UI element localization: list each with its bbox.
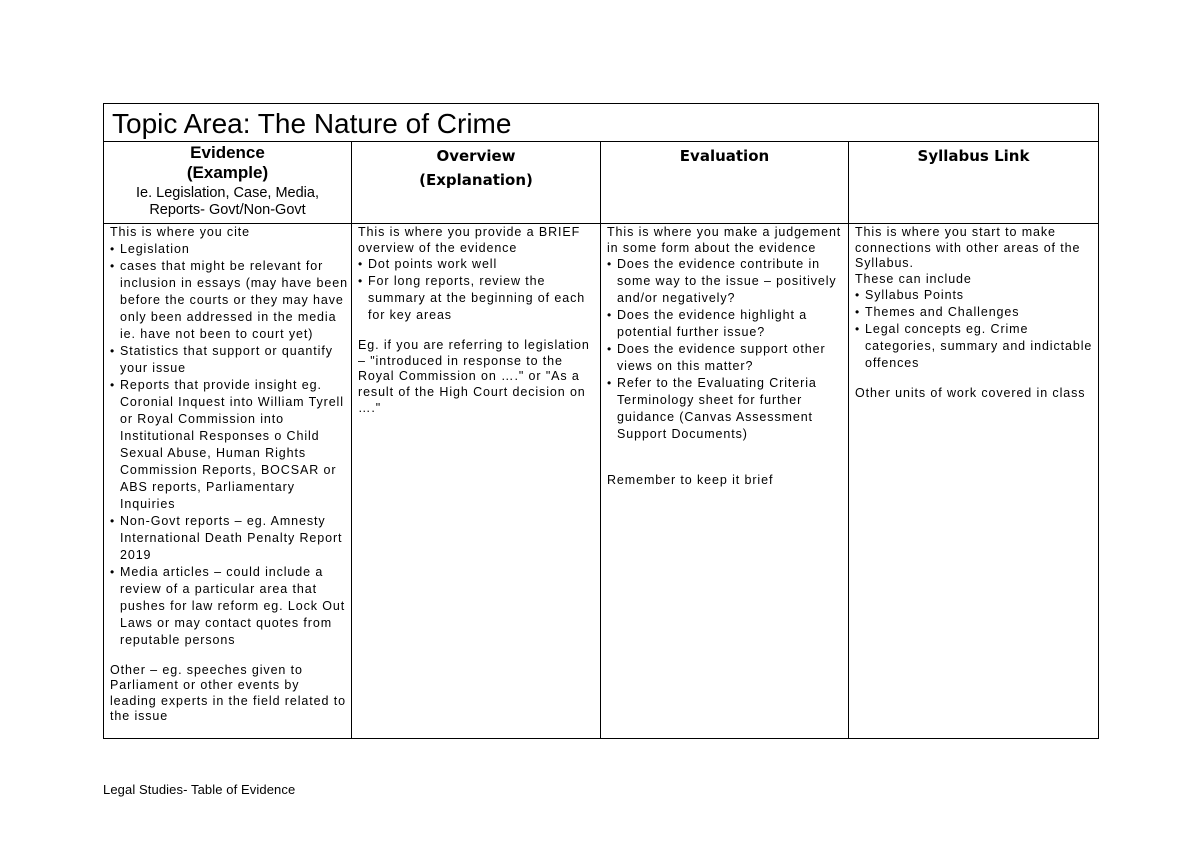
header-evidence-note-1: Ie. Legislation, Case, Media, xyxy=(136,185,319,201)
title-row xyxy=(104,104,1099,142)
header-evidence-label: Evidence xyxy=(190,143,265,162)
spacer xyxy=(110,649,348,663)
list-item: • Reports that provide insight eg. Coronial Inquest into William Tyrell or Royal Commission into Institutional Responses o Child Sexual Abuse, Human Rights Commission Reports, BOCSAR or ABS reports, Parliamentary Inquiries xyxy=(110,377,348,513)
list-item: • For long reports, review the summary at the beginning of each for key areas xyxy=(358,273,597,324)
overview-outro: Eg. if you are referring to legislation – "introduced in response to the Royal Commission on …." or "As a result of the High Court decision on …." xyxy=(358,338,590,415)
header-overview xyxy=(352,142,601,224)
syllabus-list xyxy=(855,287,1095,372)
evaluation-intro: This is where you make a judgement in some form about the evidence xyxy=(607,225,842,255)
page-footer: Legal Studies- Table of Evidence xyxy=(103,782,296,797)
list-item: • Legislation xyxy=(110,241,348,258)
header-overview-label: Overview xyxy=(436,147,516,165)
spacer xyxy=(855,372,1095,386)
list-item: • Refer to the Evaluating Criteria Terminology sheet for further guidance (Canvas Assessment Support Documents) xyxy=(607,375,845,443)
evidence-cell xyxy=(104,224,352,739)
evaluation-list xyxy=(607,256,845,443)
evaluation-cell xyxy=(601,224,849,739)
evidence-table xyxy=(103,103,1099,739)
overview-cell xyxy=(352,224,601,739)
spacer xyxy=(607,443,845,473)
overview-list xyxy=(358,256,597,324)
syllabus-cell xyxy=(849,224,1099,739)
evidence-list xyxy=(110,241,348,649)
list-item: • Does the evidence support other views on this matter? xyxy=(607,341,845,375)
list-item: • Syllabus Points xyxy=(855,287,1095,304)
header-evaluation-label: Evaluation xyxy=(679,147,770,165)
table-title: Topic Area: The Nature of Crime xyxy=(104,104,1099,142)
overview-intro: This is where you provide a BRIEF overview of the evidence xyxy=(358,225,581,255)
header-syllabus-label: Syllabus Link xyxy=(917,147,1030,165)
list-item: • Themes and Challenges xyxy=(855,304,1095,321)
content-row xyxy=(104,224,1099,739)
header-evidence xyxy=(104,142,352,224)
syllabus-outro: Other units of work covered in class xyxy=(855,386,1086,401)
header-evidence-note-2: Reports- Govt/Non-Govt xyxy=(149,202,306,218)
list-item: • Does the evidence contribute in some way to the issue – positively and/or negatively? xyxy=(607,256,845,307)
list-item: • Statistics that support or quantify your issue xyxy=(110,343,348,377)
list-item: • cases that might be relevant for inclusion in essays (may have been before the courts or they may have only been addressed in the media ie. have not been to court yet) xyxy=(110,258,348,343)
evidence-intro: This is where you cite xyxy=(110,225,250,239)
syllabus-intro: This is where you start to make connections with other areas of the Syllabus. xyxy=(855,225,1081,271)
header-evidence-sublabel: (Example) xyxy=(186,163,269,182)
list-item: • Dot points work well xyxy=(358,256,597,273)
header-syllabus xyxy=(849,142,1099,224)
evaluation-outro: Remember to keep it brief xyxy=(607,473,774,488)
list-item: • Does the evidence highlight a potential further issue? xyxy=(607,307,845,341)
syllabus-intro-2: These can include xyxy=(855,271,972,286)
evidence-outro: Other – eg. speeches given to Parliament or other events by leading experts in the field related to the issue xyxy=(110,662,346,724)
list-item: • Media articles – could include a review of a particular area that pushes for law reform eg. Lock Out Laws or may contact quotes from reputable persons xyxy=(110,564,348,649)
header-evaluation xyxy=(601,142,849,224)
list-item: • Non-Govt reports – eg. Amnesty International Death Penalty Report 2019 xyxy=(110,513,348,564)
spacer xyxy=(358,324,597,338)
list-item: • Legal concepts eg. Crime categories, summary and indictable offences xyxy=(855,321,1095,372)
header-row xyxy=(104,142,1099,224)
header-overview-sublabel: (Explanation) xyxy=(419,171,533,189)
